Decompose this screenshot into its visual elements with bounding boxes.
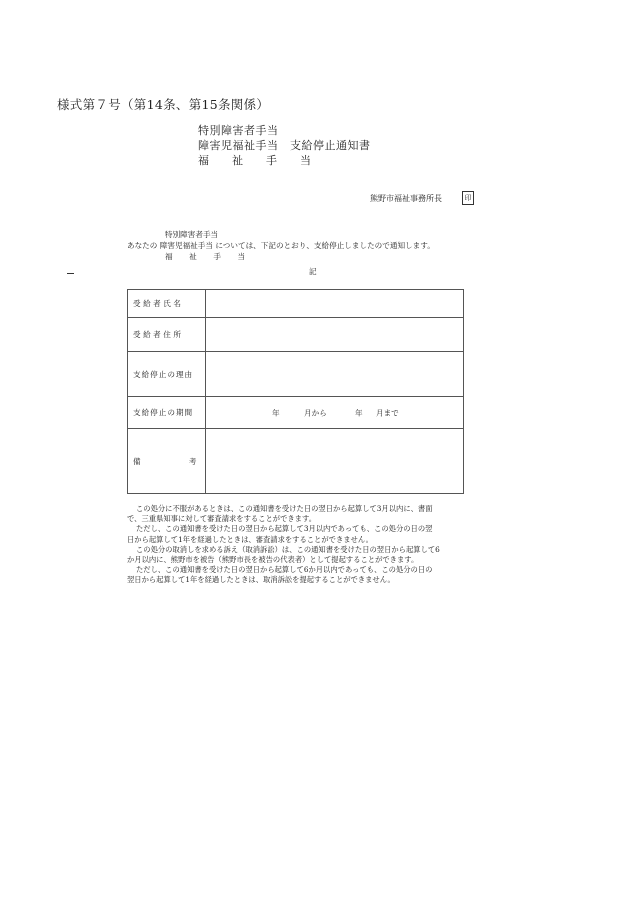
period-month-from: 月から (304, 408, 327, 417)
period-year-to: 年 (355, 408, 363, 417)
suspension-period-value[interactable] (206, 397, 464, 429)
issuer-name: 熊野市福祉事務所長 (370, 194, 442, 203)
notice-stack-bottom: 福 祉 手 当 (165, 252, 250, 261)
table-row (128, 290, 464, 318)
table-row (128, 429, 464, 494)
recipient-address-value[interactable] (206, 318, 464, 352)
remarks-value[interactable] (206, 429, 464, 494)
note-line: この処分に不服があるときは、この通知書を受けた日の翌日から起算して3月以内に、書面 (136, 504, 433, 513)
note-line: ただし、この通知書を受けた日の翌日から起算して3月以内であっても、この処分の日の翌 (136, 524, 433, 534)
table-row (128, 318, 464, 352)
title-line-2: 障害児福祉手当 支給停止通知書 (198, 139, 371, 152)
note-line: 日から起算して1年を経過したときは、審査請求をすることができません。 (127, 534, 373, 544)
title-line-1: 特別障害者手当 (198, 124, 279, 137)
recipient-name-label: 受給者氏名 (128, 290, 206, 318)
remarks-label-char-2: 考 (188, 456, 199, 466)
title-line-3: 福 祉 手 当 (198, 154, 317, 167)
ki-heading: 記 (309, 267, 317, 276)
notice-sentence: あなたの 障害児福祉手当 については、下記のとおり、支給停止しましたので通知します。 (127, 241, 435, 250)
period-month-to: 月まで (376, 408, 399, 417)
appeal-notes (127, 504, 467, 586)
remarks-label (128, 429, 206, 494)
recipient-name-value[interactable] (206, 290, 464, 318)
seal-box: 印 (462, 191, 474, 205)
table-row (128, 397, 464, 429)
table-row (128, 352, 464, 397)
suspension-period-label: 支給停止の期間 (128, 397, 206, 429)
details-table (127, 289, 464, 494)
form-number-label: 様式第７号（第14条、第15条関係） (57, 97, 270, 112)
recipient-address-label: 受給者住所 (128, 318, 206, 352)
margin-dash (67, 273, 74, 274)
note-line: この処分の取消しを求める訴え（取消訴訟）は、この通知書を受けた日の翌日から起算して6 (136, 544, 440, 554)
suspension-reason-label: 支給停止の理由 (128, 352, 206, 397)
period-year-from: 年 (272, 408, 280, 417)
note-line: で、三重県知事に対して審査請求をすることができます。 (127, 514, 316, 524)
suspension-reason-value[interactable] (206, 352, 464, 397)
note-line: 翌日から起算して1年を経過したときは、取消訴訟を提起することができません。 (127, 575, 395, 585)
notice-stack-top: 特別障害者手当 (165, 230, 219, 239)
remarks-label-char-1: 備 (133, 456, 144, 466)
note-line: ただし、この通知書を受けた日の翌日から起算して6か月以内であっても、この処分の日の (136, 565, 433, 575)
note-line: か月以内に、熊野市を被告（熊野市長を被告の代表者）として提起することができます。 (127, 555, 419, 565)
